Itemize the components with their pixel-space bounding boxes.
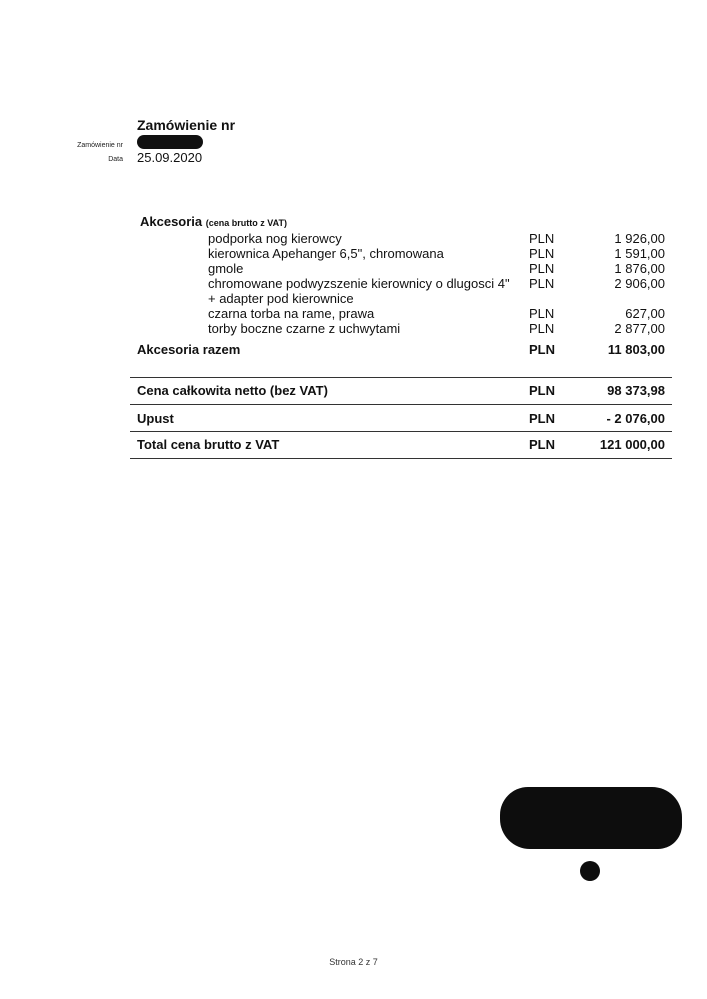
accessories-total-amount: 11 803,00 <box>607 342 665 357</box>
discount-amount: - 2 076,00 <box>606 411 665 426</box>
accessory-item-amount: 2 877,00 <box>614 321 665 336</box>
accessories-total-label: Akcesoria razem <box>137 342 241 357</box>
accessory-item-currency: PLN <box>529 306 555 321</box>
gross-total-label: Total cena brutto z VAT <box>137 437 280 452</box>
net-price-label: Cena całkowita netto (bez VAT) <box>137 383 328 398</box>
accessory-item-currency: PLN <box>529 276 555 291</box>
document-title: Zamówienie nr <box>137 117 236 133</box>
accessory-item-amount: 627,00 <box>625 306 665 321</box>
accessory-item-currency: PLN <box>529 321 555 336</box>
accessory-item-currency: PLN <box>529 261 555 276</box>
accessory-item-amount: 1 926,00 <box>614 231 665 246</box>
redacted-signature <box>500 787 682 849</box>
accessories-heading-note: (cena brutto z VAT) <box>205 218 287 228</box>
accessories-total-currency: PLN <box>529 342 555 357</box>
gross-total-currency: PLN <box>529 437 555 452</box>
accessory-item-amount: 1 591,00 <box>614 246 665 261</box>
accessories-heading-text: Akcesoria <box>140 214 203 229</box>
redacted-order-number <box>137 135 203 149</box>
accessory-item-name: torby boczne czarne z uchwytami <box>208 321 401 336</box>
accessories-heading <box>140 214 287 229</box>
gross-total-amount: 121 000,00 <box>599 437 665 452</box>
accessory-item-name: + adapter pod kierownice <box>208 291 354 306</box>
ink-dot <box>580 861 600 881</box>
order-date: 25.09.2020 <box>137 150 203 165</box>
accessory-item-amount: 2 906,00 <box>614 276 665 291</box>
accessory-item-name: kierownica Apehanger 6,5", chromowana <box>208 246 444 261</box>
net-price-currency: PLN <box>529 383 555 398</box>
accessory-item-name: podporka nog kierowcy <box>208 231 342 246</box>
order-number-label: Zamówienie nr <box>77 142 123 149</box>
discount-currency: PLN <box>529 411 555 426</box>
page-number: Strona 2 z 7 <box>329 957 378 967</box>
divider <box>130 404 672 405</box>
divider <box>130 431 672 432</box>
net-price-amount: 98 373,98 <box>607 383 665 398</box>
accessory-item-name: chromowane podwyzszenie kierownicy o dlugosci 4" <box>208 276 510 291</box>
divider <box>130 458 672 459</box>
divider <box>130 377 672 378</box>
accessory-item-amount: 1 876,00 <box>614 261 665 276</box>
discount-label: Upust <box>137 411 174 426</box>
accessory-item-name: gmole <box>208 261 244 276</box>
accessory-item-name: czarna torba na rame, prawa <box>208 306 375 321</box>
accessory-item-currency: PLN <box>529 246 555 261</box>
accessory-item-currency: PLN <box>529 231 555 246</box>
date-label: Data <box>108 156 123 163</box>
